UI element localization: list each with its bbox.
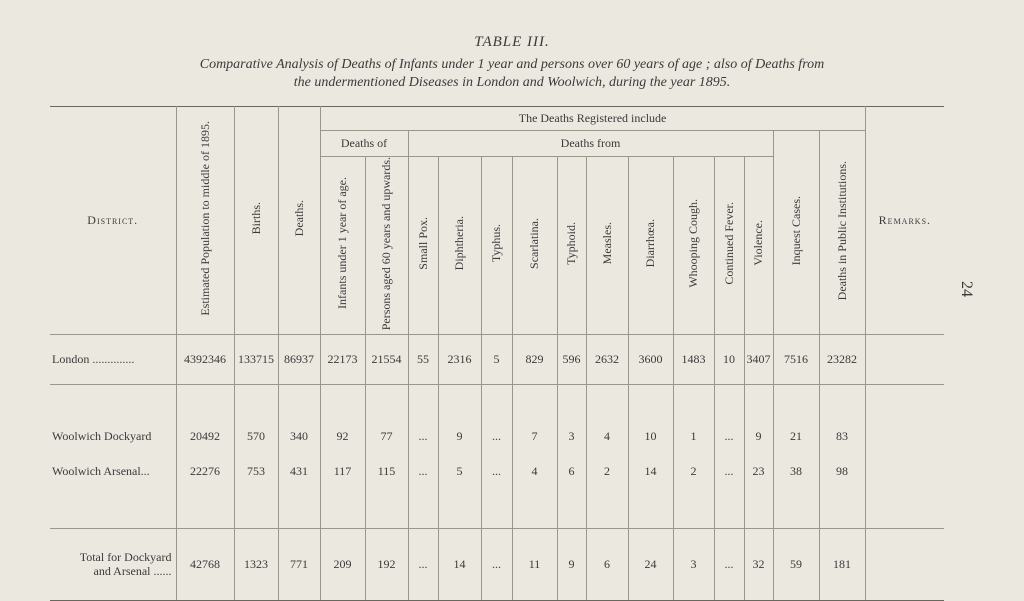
value-cell: ...	[481, 528, 512, 600]
value-cell: 3600	[628, 334, 673, 384]
value-cell: 23282	[819, 334, 865, 384]
value-cell: 10	[714, 334, 744, 384]
district-cell	[50, 528, 176, 600]
value-cell: 209	[320, 528, 365, 600]
value-cell: 4392346	[176, 334, 234, 384]
value-cell: 4	[512, 452, 557, 528]
deaths-header: Deaths.	[278, 107, 320, 335]
district-cell: Woolwich Arsenal...	[50, 452, 176, 528]
value-cell: 3407	[744, 334, 773, 384]
value-cell: 38	[773, 452, 819, 528]
value-cell: ...	[481, 452, 512, 528]
value-cell: 23	[744, 452, 773, 528]
value-cell: 570	[234, 384, 278, 452]
aged-header: Persons aged 60 years and upwards.	[365, 157, 408, 335]
value-cell: 2316	[438, 334, 481, 384]
deaths-of-header: Deaths of	[320, 131, 408, 157]
district-header: District.	[50, 107, 176, 335]
scarlatina-header: Scarlatina.	[512, 157, 557, 335]
district-cell: London ..............	[50, 334, 176, 384]
value-cell: 340	[278, 384, 320, 452]
value-cell: 92	[320, 384, 365, 452]
value-cell: 11	[512, 528, 557, 600]
value-cell: 1	[673, 384, 714, 452]
value-cell: 431	[278, 452, 320, 528]
small-pox-header: Small Pox.	[408, 157, 438, 335]
value-cell: 1323	[234, 528, 278, 600]
value-cell: 133715	[234, 334, 278, 384]
value-cell: 9	[744, 384, 773, 452]
value-cell: 21554	[365, 334, 408, 384]
value-cell: 14	[628, 452, 673, 528]
value-cell: 32	[744, 528, 773, 600]
measles-header: Measles.	[586, 157, 628, 335]
table-subtitle	[0, 56, 1024, 92]
value-cell: ...	[408, 384, 438, 452]
value-cell: 5	[481, 334, 512, 384]
typhus-header: Typhus.	[481, 157, 512, 335]
value-cell: 55	[408, 334, 438, 384]
value-cell: 83	[819, 384, 865, 452]
table-row-total	[50, 528, 944, 600]
population-header: Estimated Population to middle of 1895.	[176, 107, 234, 335]
value-cell: 77	[365, 384, 408, 452]
remarks-cell	[865, 528, 944, 600]
value-cell: 1483	[673, 334, 714, 384]
value-cell: ...	[481, 384, 512, 452]
value-cell: 596	[557, 334, 586, 384]
public-institutions-header: Deaths in Public Institutions.	[819, 131, 865, 335]
value-cell: 3	[673, 528, 714, 600]
continued-fever-header: Continued Fever.	[714, 157, 744, 335]
value-cell: ...	[714, 384, 744, 452]
value-cell: 181	[819, 528, 865, 600]
value-cell: 771	[278, 528, 320, 600]
value-cell: 14	[438, 528, 481, 600]
mortality-table	[50, 106, 944, 601]
table-row-arsenal	[50, 452, 944, 528]
value-cell: 117	[320, 452, 365, 528]
diarrhoea-header: Diarrhœa.	[628, 157, 673, 335]
inquest-cases-header: Inquest Cases.	[773, 131, 819, 335]
value-cell: 4	[586, 384, 628, 452]
value-cell: 829	[512, 334, 557, 384]
value-cell: 6	[557, 452, 586, 528]
remarks-header: Remarks.	[865, 107, 944, 335]
value-cell: 20492	[176, 384, 234, 452]
typhoid-header: Typhoid.	[557, 157, 586, 335]
value-cell: 2	[586, 452, 628, 528]
value-cell: 22173	[320, 334, 365, 384]
table-row-london	[50, 334, 944, 384]
value-cell: ...	[408, 528, 438, 600]
remarks-cell	[865, 384, 944, 452]
value-cell: 98	[819, 452, 865, 528]
value-cell: ...	[714, 452, 744, 528]
remarks-cell	[865, 334, 944, 384]
table-title: TABLE III.	[474, 34, 550, 50]
value-cell: 86937	[278, 334, 320, 384]
diphtheria-header: Diphtheria.	[438, 157, 481, 335]
value-cell: 2	[673, 452, 714, 528]
infants-header: Infants under 1 year of age.	[320, 157, 365, 335]
value-cell: 42768	[176, 528, 234, 600]
value-cell: 115	[365, 452, 408, 528]
value-cell: 3	[557, 384, 586, 452]
total-label-line-2: and Arsenal ......	[93, 564, 172, 579]
value-cell: 7	[512, 384, 557, 452]
value-cell: 753	[234, 452, 278, 528]
value-cell: 59	[773, 528, 819, 600]
subtitle-line-2: the undermentioned Diseases in London and Woolwich, during the year 1895.	[293, 75, 731, 90]
value-cell: ...	[408, 452, 438, 528]
value-cell: 10	[628, 384, 673, 452]
value-cell: 192	[365, 528, 408, 600]
value-cell: 21	[773, 384, 819, 452]
deaths-from-header: Deaths from	[408, 131, 773, 157]
value-cell: 2632	[586, 334, 628, 384]
value-cell: 9	[438, 384, 481, 452]
value-cell: 22276	[176, 452, 234, 528]
births-header: Births.	[234, 107, 278, 335]
value-cell: 24	[628, 528, 673, 600]
total-label-line-1: Total for Dockyard	[79, 550, 172, 565]
value-cell: 7516	[773, 334, 819, 384]
value-cell: 9	[557, 528, 586, 600]
value-cell: 6	[586, 528, 628, 600]
whooping-cough-header: Whooping Cough.	[673, 157, 714, 335]
subtitle-line-1: Comparative Analysis of Deaths of Infants under 1 year and persons over 60 years of age ; also of Deaths from	[199, 57, 825, 72]
page-number: 24	[958, 281, 975, 297]
table-row-dockyard	[50, 384, 944, 452]
value-cell: 5	[438, 452, 481, 528]
value-cell: ...	[714, 528, 744, 600]
registered-include-header: The Deaths Registered include	[320, 107, 865, 131]
remarks-cell	[865, 452, 944, 528]
violence-header: Violence.	[744, 157, 773, 335]
district-cell: Woolwich Dockyard	[50, 384, 176, 452]
